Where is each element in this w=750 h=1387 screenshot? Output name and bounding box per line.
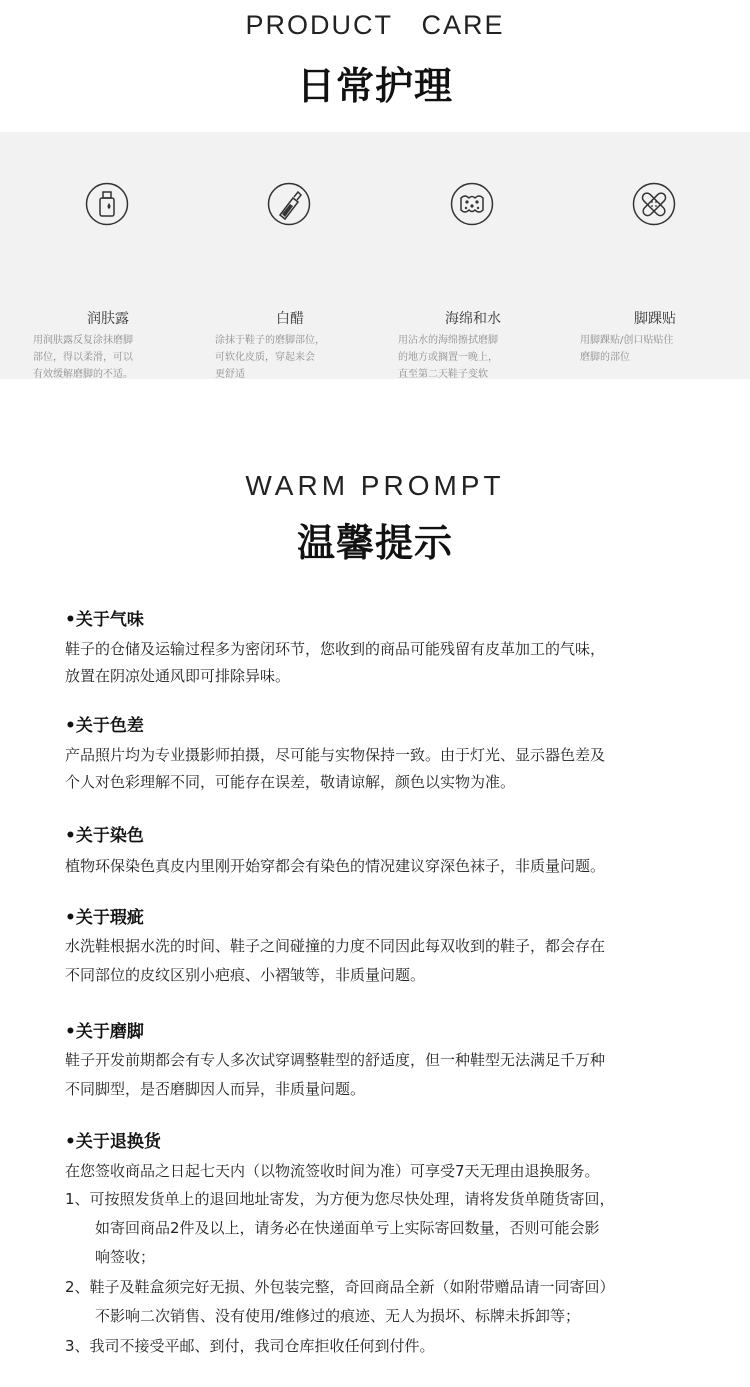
tip-text: 放置在阴凉处通风即可排除异味。 [65,667,291,685]
product-care-title-en: PRODUCT CARE [245,10,505,40]
tip-text: 鞋子开发前期都会有专人多次试穿调整鞋型的舒适度，但一种鞋型无法满足千万种 [65,1051,606,1069]
tip-text: 不影响二次销售、没有使用/维修过的痕迹、无人为损坏、标牌未拆卸等； [95,1307,581,1325]
tip-text: 3、我司不接受平邮、到付，我司仓库拒收任何到付件。 [65,1337,435,1355]
care-item-title: 脚踝贴 [634,311,676,327]
vinegar-bottle-icon [267,182,311,226]
tip-text: 不同部位的皮纹区别小疤痕、小褶皱等，非质量问题。 [65,966,426,984]
tip-text: 水洗鞋根据水洗的时间、鞋子之间碰撞的力度不同因此每双收到的鞋子，都会存在 [65,937,606,955]
tip-text: 个人对色彩理解不同，可能存在误差，敬请谅解，颜色以实物为准。 [65,773,516,791]
tip-heading: •关于退换货 [65,1132,161,1152]
care-item-desc: 用沾水的海绵擦拭磨脚 的地方或搁置一晚上， 直至第二天鞋子变软 [398,335,498,380]
tip-text: 响签收； [95,1248,156,1266]
sponge-icon [450,182,494,226]
tip-text: 不同脚型，是否磨脚因人而异，非质量问题。 [65,1080,366,1098]
tip-text: 产品照片均为专业摄影师拍摄，尽可能与实物保持一致。由于灯光、显示器色差及 [65,746,606,764]
tip-heading: •关于染色 [65,826,144,846]
tip-heading: •关于瑕疵 [65,908,144,928]
tip-text: 鞋子的仓储及运输过程多为密闭环节，您收到的商品可能残留有皮革加工的气味， [65,640,606,658]
tip-text: 植物环保染色真皮内里刚开始穿都会有染色的情况建议穿深色袜子，非质量问题。 [65,857,606,875]
care-item-desc: 涂抹于鞋子的磨脚部位， 可软化皮质，穿起来会 更舒适 [215,335,325,380]
lotion-bottle-icon [85,182,129,226]
care-item-title: 润肤露 [87,311,129,327]
tip-text: 如寄回商品2件及以上，请务必在快递面单亏上实际寄回数量，否则可能会影 [95,1219,600,1237]
tip-heading: •关于磨脚 [65,1022,144,1042]
tip-text: 2、鞋子及鞋盒须完好无损、外包装完整，奇回商品全新（如附带赠品请一同寄回） [65,1278,615,1296]
warm-prompt-title-en: WARM PROMPT [245,470,505,501]
care-tips-band [0,132,750,379]
care-item-title: 白醋 [276,311,304,327]
tip-heading: •关于色差 [65,716,144,736]
tip-text: 1、可按照发货单上的退回地址寄发，为方便为您尽快处理，请将发货单随货寄回， [65,1190,615,1208]
bandage-icon [632,182,676,226]
warm-prompt-title-zh: 温馨提示 [296,521,453,565]
tip-text: 在您签收商品之日起七天内（以物流签收时间为准）可享受7天无理由退换服务。 [65,1162,600,1180]
care-item-desc: 用润肤露反复涂抹磨脚 部位，得以柔滑，可以 有效缓解磨脚的不适。 [33,335,133,380]
care-item-desc: 用脚踝贴/创口贴贴住 磨脚的部位 [580,335,674,363]
tip-heading: •关于气味 [65,610,144,630]
care-item-title: 海绵和水 [445,311,501,327]
product-care-title-zh: 日常护理 [296,64,453,108]
